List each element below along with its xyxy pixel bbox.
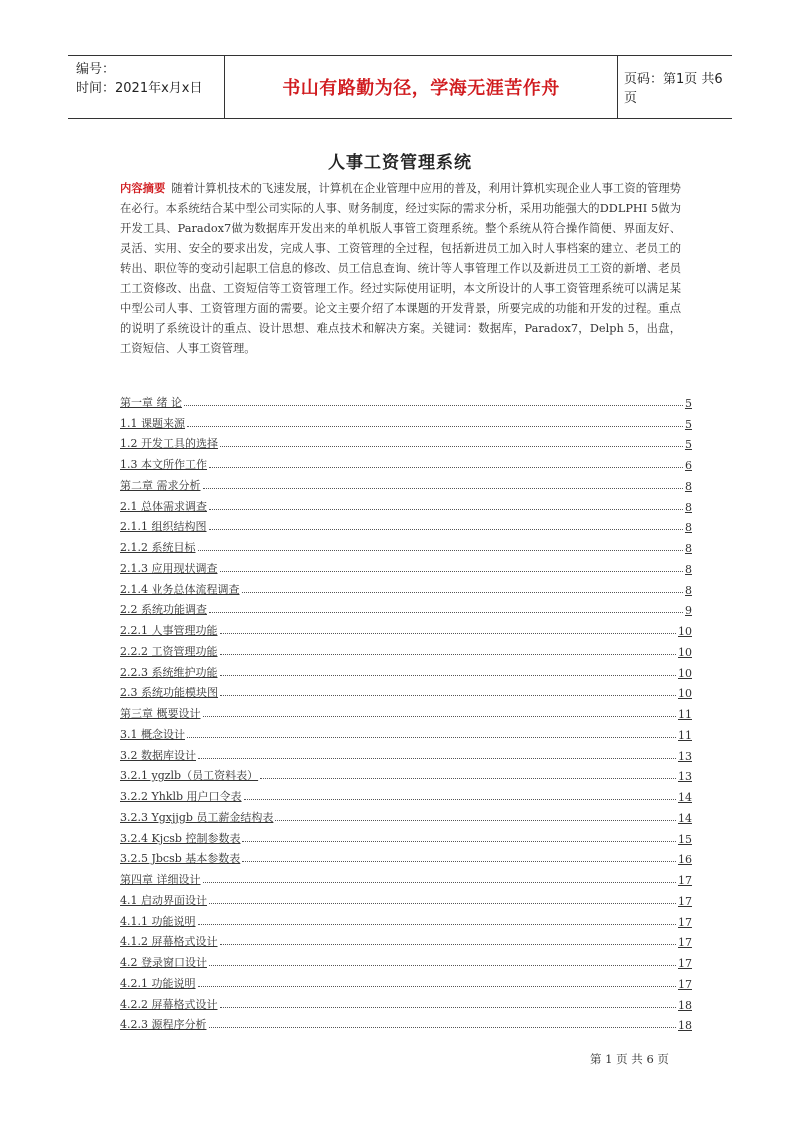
toc-entry-title[interactable]: 3.2.2 Yhklb 用户口令表 [120,790,242,803]
page-footer: 第 1 页 共 6 页 [590,1052,669,1066]
toc-entry[interactable] [120,846,692,867]
toc-entry[interactable] [120,804,692,825]
toc-entry-page[interactable]: 8 [685,500,692,514]
abstract-text: 随着计算机技术的飞速发展，计算机在企业管理中应用的普及，利用计算机实现企业人事工资的管理势在必行。本系统结合某中型公司实际的人事、财务制度，经过实际的需求分析，采用功能强大的DDLPHI 5做为开发工具、Paradox7做为数据库开发出来的单机版人事管工资理系统。整个系统从符合操作简便、界面友好、灵活、实用、安全的要求出发，完成人事、工资管理的全过程，包括新进员工加入时人事档案的建立、老员工的转出、职位等的变动引起职工信息的修改、员工信息查询、统计等人事管理工作以及新进员工工资的新增、老员工工资修改、出盘、工资短信等工资管理工作。经过实际使用证明，本文所设计的人事工资管理系统可以满足某中型公司人事、工资管理方面的需要。论文主要介绍了本课题的开发背景，所要完成的功能和开发的过程。重点的说明了系统设计的重点、设计思想、难点技术和解决方案。关键词：数据库，Paradox7，Delph 5，出盘，工资短信、人事工资管理。 [120,182,681,355]
toc-leader-dots [220,654,677,655]
toc-entry-title[interactable]: 2.3 系统功能模块图 [120,686,218,700]
toc-entry-page[interactable]: 8 [685,562,692,576]
toc-leader-dots [220,675,677,676]
toc-leader-dots [198,758,676,759]
toc-entry-page[interactable]: 8 [685,542,692,555]
toc-entry-title[interactable]: 3.2 数据库设计 [120,748,196,762]
toc-entry-title[interactable]: 3.2.1 ygzlb（员工资料表） [120,769,259,783]
toc-entry[interactable] [120,991,692,1012]
toc-entry[interactable] [120,638,692,659]
toc-entry-title[interactable]: 4.1.2 屏幕格式设计 [120,935,218,949]
toc-entry-title[interactable]: 1.1 课题来源 [120,416,185,430]
toc-leader-dots [187,426,683,427]
toc-entry-title[interactable]: 2.1 总体需求调查 [120,499,207,513]
toc-entry-title[interactable]: 2.1.1 组织结构图 [120,520,207,534]
toc-entry[interactable] [120,970,692,991]
date-label: 时间：2021年x月x日 [76,81,203,96]
toc-entry-page[interactable]: 14 [678,811,692,825]
toc-entry-page[interactable]: 8 [685,583,692,597]
toc-entry[interactable] [120,866,692,887]
toc-entry-page[interactable]: 18 [678,998,692,1012]
toc-entry-page[interactable]: 6 [685,459,692,472]
toc-entry-page[interactable]: 18 [678,1019,692,1033]
toc-entry-page[interactable]: 17 [678,874,692,887]
toc-entry-title[interactable]: 2.2 系统功能调查 [120,603,207,617]
toc-entry[interactable] [120,929,692,950]
toc-entry-title[interactable]: 2.2.1 人事管理功能 [120,624,218,637]
toc-entry-page[interactable]: 5 [685,396,692,410]
toc-leader-dots [220,695,676,696]
toc-entry[interactable] [120,825,692,846]
toc-entry-page[interactable]: 11 [678,728,692,742]
table-of-contents [120,389,692,1032]
toc-entry-page[interactable]: 17 [678,894,692,908]
toc-entry[interactable] [120,949,692,970]
toc-entry-page[interactable]: 10 [678,625,692,638]
toc-leader-dots [209,612,683,613]
toc-leader-dots [242,592,684,593]
toc-leader-dots [209,903,676,904]
toc-entry-title[interactable]: 2.1.4 业务总体流程调查 [120,582,240,596]
toc-entry-title[interactable]: 第三章 概要设计 [120,707,201,720]
abstract-label: 内容摘要 [120,182,166,195]
toc-entry[interactable] [120,597,692,618]
toc-entry[interactable] [120,451,692,472]
toc-entry-page[interactable]: 15 [678,832,692,846]
toc-entry[interactable] [120,555,692,576]
toc-entry-page[interactable]: 11 [678,708,692,721]
toc-leader-dots [220,1007,677,1008]
toc-entry[interactable] [120,680,692,701]
toc-entry-title[interactable]: 第二章 需求分析 [120,478,201,492]
toc-leader-dots [203,716,677,717]
toc-entry-title[interactable]: 4.2.3 源程序分析 [120,1018,207,1032]
toc-leader-dots [198,924,677,925]
toc-entry-title[interactable]: 2.2.3 系统维护功能 [120,665,218,679]
toc-entry[interactable] [120,617,692,638]
toc-entry-title[interactable]: 3.1 概念设计 [120,727,185,741]
toc-entry-title[interactable]: 第一章 绪 论 [120,395,182,409]
abstract [120,179,681,359]
toc-entry-title[interactable]: 3.2.5 Jbcsb 基本参数表 [120,852,241,866]
toc-entry-page[interactable]: 10 [678,687,692,701]
toc-leader-dots [220,446,683,447]
number-label: 编号： [76,62,116,77]
document-title: 人事工资管理系统 [328,153,472,173]
toc-entry-page[interactable]: 13 [678,770,692,784]
toc-entry-title[interactable]: 3.2.3 Ygxjjgb 员工薪金结构表 [120,810,274,824]
toc-entry-title[interactable]: 2.1.3 应用现状调查 [120,561,218,575]
toc-leader-dots [209,509,683,510]
toc-entry[interactable] [120,431,692,452]
toc-entry[interactable] [120,389,692,410]
toc-leader-dots [244,799,676,800]
toc-entry-title[interactable]: 4.2.1 功能说明 [120,976,196,990]
header-meta [68,56,224,118]
toc-leader-dots [242,861,676,862]
toc-entry[interactable] [120,783,692,804]
toc-entry-page[interactable]: 5 [685,417,692,431]
toc-leader-dots [209,1027,677,1028]
toc-entry-page[interactable]: 5 [685,438,692,452]
toc-leader-dots [209,529,684,530]
toc-entry[interactable] [120,763,692,784]
toc-entry-page[interactable]: 10 [678,645,692,659]
toc-entry-page[interactable]: 16 [678,853,692,867]
toc-entry[interactable] [120,700,692,721]
toc-entry-title[interactable]: 4.1.1 功能说明 [120,914,196,928]
toc-entry-title[interactable]: 4.2 登录窗口设计 [120,956,207,969]
toc-leader-dots [220,944,677,945]
toc-entry-title[interactable]: 1.3 本文所作工作 [120,458,207,471]
toc-entry-page[interactable]: 17 [678,977,692,991]
toc-entry-title[interactable]: 1.2 开发工具的选择 [120,437,218,451]
toc-leader-dots [220,571,684,572]
toc-entry[interactable] [120,493,692,514]
toc-entry[interactable] [120,908,692,929]
toc-leader-dots [209,965,676,966]
toc-entry[interactable] [120,534,692,555]
toc-entry-page[interactable]: 17 [678,957,692,970]
toc-entry[interactable] [120,1012,692,1033]
toc-entry[interactable] [120,410,692,431]
toc-entry-title[interactable]: 第四章 详细设计 [120,873,201,886]
toc-entry-page[interactable]: 17 [678,915,692,929]
toc-entry[interactable] [120,887,692,908]
header-motto: 书山有路勤为径，学海无涯苦作舟 [224,56,618,118]
toc-entry-page[interactable]: 9 [685,604,692,618]
header-page-label: 页码：第1页 共6页 [624,72,723,106]
toc-leader-dots [209,467,683,468]
toc-entry-page[interactable]: 13 [678,749,692,763]
toc-entry[interactable] [120,576,692,597]
toc-leader-dots [220,633,677,634]
page-header [68,55,732,119]
toc-leader-dots [198,550,684,551]
toc-entry[interactable] [120,514,692,535]
toc-entry-title[interactable]: 4.2.2 屏幕格式设计 [120,997,218,1011]
toc-entry[interactable] [120,472,692,493]
toc-leader-dots [203,488,684,489]
toc-entry-page[interactable]: 10 [678,666,692,680]
toc-entry-page[interactable]: 8 [685,521,692,535]
toc-leader-dots [184,405,683,406]
toc-entry-page[interactable]: 8 [685,479,692,493]
toc-leader-dots [260,778,676,779]
toc-entry[interactable] [120,659,692,680]
toc-entry[interactable] [120,742,692,763]
toc-leader-dots [198,986,677,987]
toc-leader-dots [187,737,676,738]
toc-entry-title[interactable]: 3.2.4 Kjcsb 控制参数表 [120,831,241,845]
toc-leader-dots [275,820,676,821]
toc-entry-page[interactable]: 14 [678,791,692,804]
toc-entry-title[interactable]: 2.2.2 工资管理功能 [120,644,218,658]
toc-entry-page[interactable]: 17 [678,936,692,950]
toc-leader-dots [242,841,676,842]
toc-entry[interactable] [120,721,692,742]
toc-entry-title[interactable]: 2.1.2 系统目标 [120,541,196,554]
toc-entry-title[interactable]: 4.1 启动界面设计 [120,893,207,907]
toc-leader-dots [203,882,677,883]
